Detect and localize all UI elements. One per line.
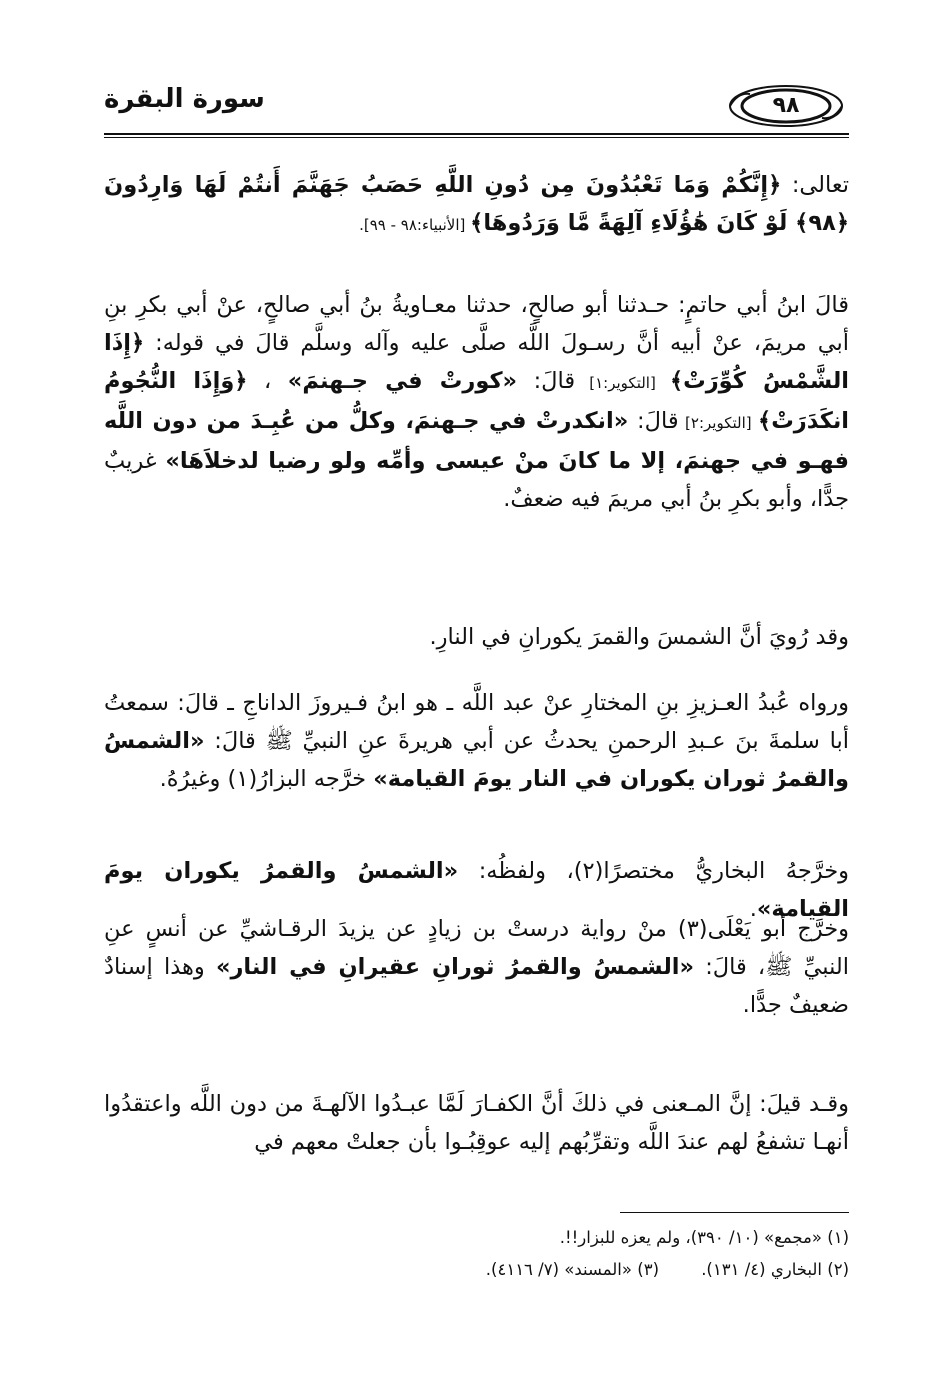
text: وهذا إسنادٌ ضعيفٌ جدًّا.: [104, 954, 849, 1018]
paragraph-6: [104, 910, 849, 1024]
paragraph-3: [104, 618, 849, 656]
footnote-1: (١) «مجمع» (١٠/ ٣٩٠)، ولم يعزه للبزار!!.: [559, 1228, 849, 1247]
hadith-quote: «الشمسُ والقمرُ ثوران يكوران في النار يومَ القيامة»: [104, 728, 849, 792]
text: تعالى:: [781, 172, 849, 198]
hadith-quote: «الشمسُ والقمرُ يكوران يومَ القيامة»: [104, 858, 849, 922]
text: قالَ ابنُ أبي حاتمٍ: حـدثنا أبو صالحٍ، حدثنا معـاويةُ بنُ أبي صالحٍ، عنْ أبي بكرِ بنِ أبي مريمَ، عنْ أبيه أنَّ رسـولَ اللَّه صلَّى عليه وآله وسلَّم قالَ في قوله:: [104, 292, 849, 356]
page-number: ٩٨: [772, 93, 800, 118]
paragraph-7: [104, 1085, 849, 1161]
text: .: [749, 896, 757, 922]
text: قالَ:: [628, 408, 679, 434]
text: غريبٌ جدًّا، وأبو بكرِ بنُ أبي مريمَ فيه ضعفٌ.: [104, 448, 849, 512]
paragraph-4: [104, 684, 849, 798]
hadith-quote: «كورتْ في جـهنمَ»: [287, 368, 518, 394]
footnote-divider: [620, 1212, 849, 1213]
verse-reference: [التكوير:١]: [575, 374, 670, 392]
footnote-3: (٣) «المسند» (٧/ ٤١١٦).: [485, 1260, 659, 1279]
footnote-2: (٢) البخاري (٤/ ١٣١).: [701, 1260, 849, 1279]
quran-verse: ﴿إِذَا الشَّمْسُ كُوِّرَتْ﴾: [104, 330, 850, 394]
surah-title: سورة البقرة: [104, 84, 265, 114]
text: وقد رُويَ أنَّ الشمسَ والقمرَ يكورانِ في النارِ.: [429, 624, 849, 650]
quran-verse: ﴿إِنَّكُمْ وَمَا تَعْبُدُونَ مِن دُونِ اللَّهِ حَصَبُ جَهَنَّمَ أَنتُمْ لَهَا وَارِدُونَ ﴿٩٨﴾ لَوْ كَانَ هَٰؤُلَاءِ آلِهَةً مَّا وَرَدُوهَا﴾: [104, 172, 849, 236]
text: وقـد قيلَ: إنَّ المـعنى في ذلكَ أنَّ الكفـارَ لَمَّا عبـدُوا الآلهـةَ من دون اللَّه واعتقدُوا أنهـا تشفعُ لهم عندَ اللَّه وتقرِّبُهم إليه عوقِبُـوا بأن جعلتْ معهم في: [104, 1091, 849, 1155]
paragraph-1: [104, 166, 849, 244]
paragraph-2: [104, 286, 849, 518]
verse-reference: [الأنبياء:٩٨ - ٩٩].: [359, 216, 471, 234]
header-rule: [104, 133, 849, 135]
verse-reference: [التكوير:٢]: [678, 414, 759, 432]
text: وخرَّج أبو يَعْلَى(٣) منْ رواية درستْ بن زيادٍ عن يزيدَ الرقـاشيِّ عن أنسٍ عنِ النبيِّ ﷺ، قالَ:: [104, 916, 849, 980]
text: قالَ:: [517, 368, 576, 394]
header-rule-thin: [104, 137, 849, 138]
text: ،: [247, 368, 288, 394]
text: خرَّجه البزارُ(١) وغيرُهُ.: [159, 766, 374, 792]
text: ورواه عُبدُ العـزيزِ بنِ المختارِ عنْ عبد اللَّه ـ هو ابنُ فـيروزَ الداناجِ ـ قالَ: سمعتُ أبا سلمةَ بنَ عـبدِ الرحمنِ يحدثُ عن أبي هريرةَ عنِ النبيِّ ﷺ قالَ:: [104, 690, 849, 754]
quran-verse: ﴿وَإِذَا النُّجُومُ انكَدَرَتْ﴾: [104, 368, 850, 434]
footnotes: [104, 1222, 849, 1286]
hadith-quote: «انكدرتْ في جـهنمَ، وكلُّ من عُبِـدَ من دون اللَّه فهـو في جهنمَ، إلا ما كانَ منْ عيسى وأمِّه ولو رضيا لدخلاَهَا»: [104, 408, 849, 474]
hadith-quote: «الشمسُ والقمرُ ثورانِ عقيرانِ في النار»: [215, 954, 695, 980]
footnote-row: [104, 1254, 849, 1286]
text: وخرَّجهُ البخاريُّ مختصرًا(٢)، ولفظُه:: [458, 858, 849, 884]
page-number-badge: [728, 84, 844, 128]
